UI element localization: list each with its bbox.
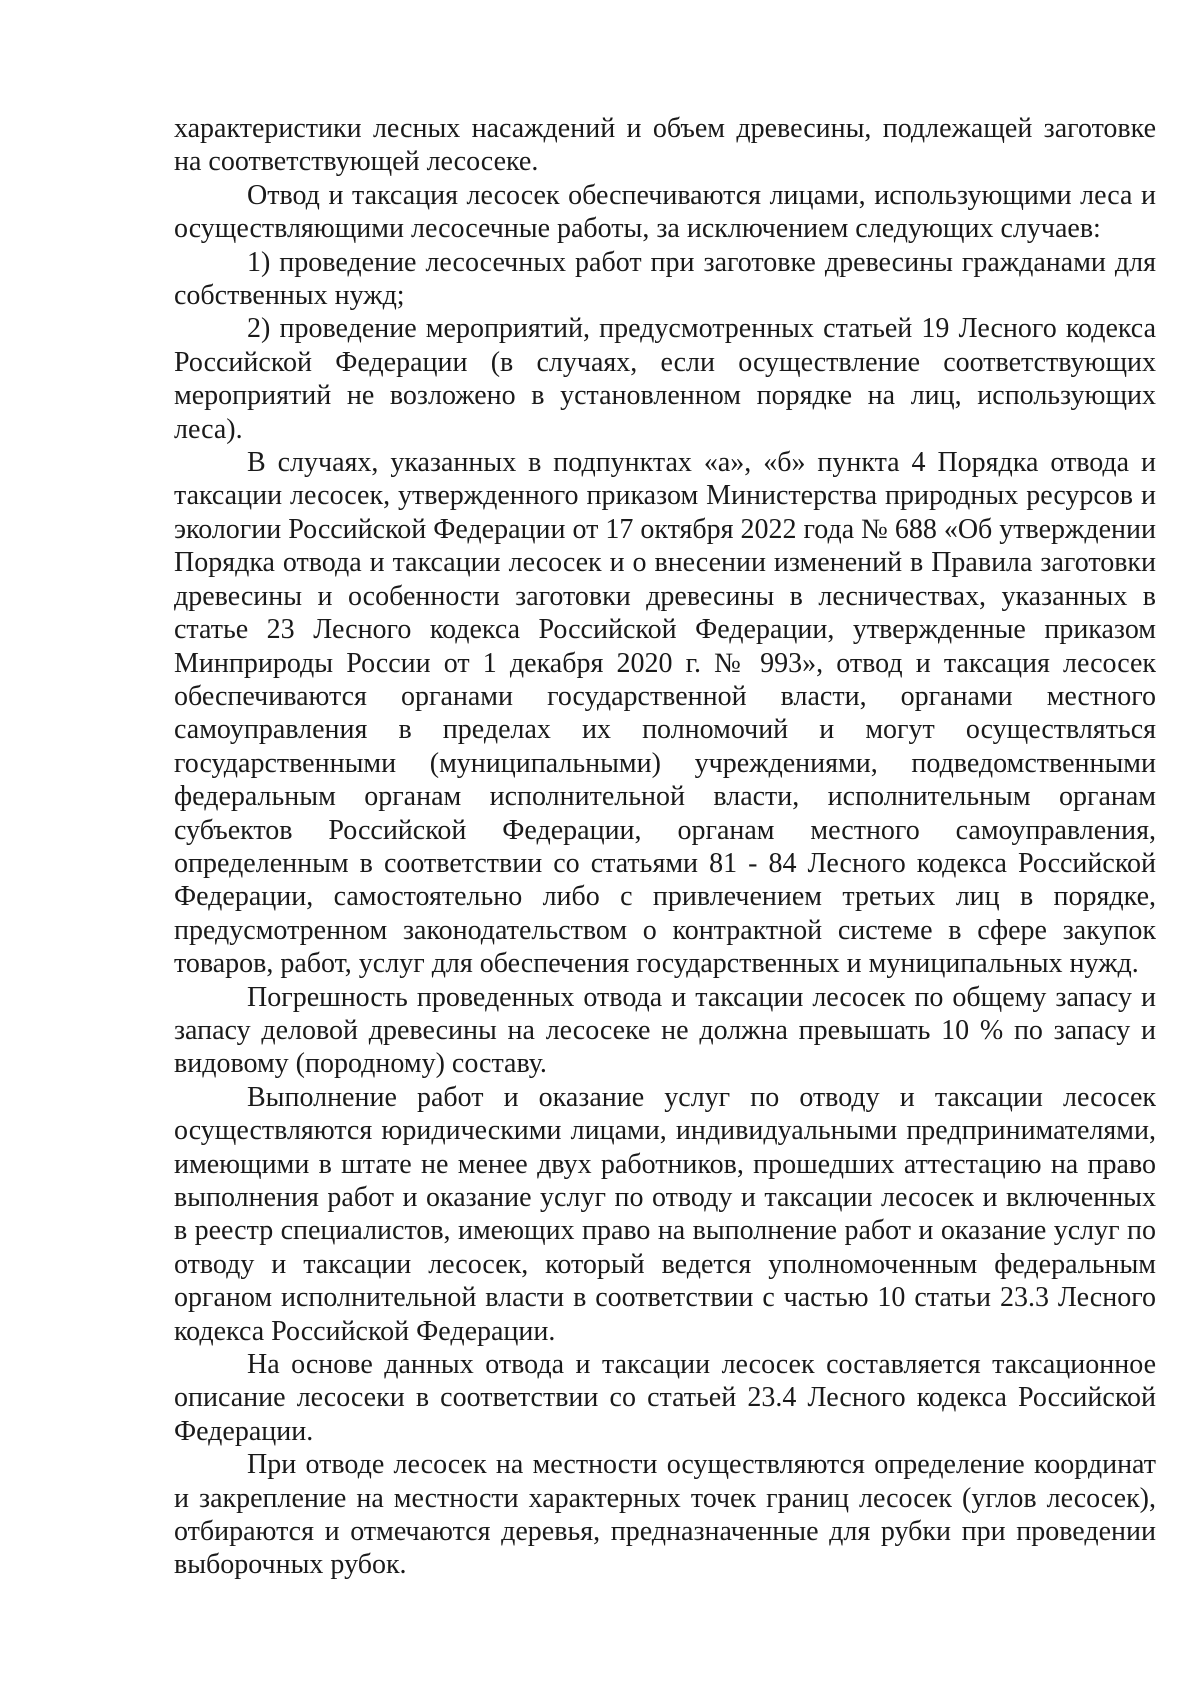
paragraph-state-authorities: В случаях, указанных в подпунктах «а», «б» пункта 4 Порядка отвода и таксации лесосек, утвержденного приказом Министерства природных ресурсов и экологии Российской Федерации от 17 октября 2022 года № 688 «Об утверждении Порядка отвода и таксации лесосек и о внесении изменений в Правила заготовки древесины и особенности заготовки древесины в лесничествах, указанных в статье 23 Лесного кодекса Российской Федерации, утвержденные приказом Минприроды России от 1 декабря 2020 г. № 993», отвод и таксация лесосек обеспечиваются органами государственной власти, органами местного самоуправления в пределах их полномочий и могут осуществляться государственными (муниципальными) учреждениями, подведомственными федеральным органам исполнительной власти, исполнительным органам субъектов Российской Федерации, органам местного самоуправления, определенным в соответствии со статьями 81 - 84 Лесного кодекса Российской Федерации, самостоятельно либо с привлечением третьих лиц в порядке, предусмотренном законодательством о контрактной системе в сфере закупок товаров, работ, услуг для обеспечения государственных и муниципальных нужд. [174,447,1156,980]
paragraph-field-marking: При отводе лесосек на местности осуществляются определение координат и закрепление на местности характерных точек границ лесосек (углов лесосек), отбираются и отмечаются деревья, предназначенные для рубки при проведении выборочных рубок. [174,1449,1156,1581]
paragraph-error-margin: Погрешность проведенных отвода и таксации лесосек по общему запасу и запасу деловой древесины на лесосеке не должна превышать 10 % по запасу и видовому (породному) составу. [174,981,1156,1080]
paragraph-performers: Выполнение работ и оказание услуг по отводу и таксации лесосек осуществляются юридическими лицами, индивидуальными предпринимателями, имеющими в штате не менее двух работников, прошедших аттестацию на право выполнения работ и оказание услуг по отводу и таксации лесосек и включенных в реестр специалистов, имеющих право на выполнение работ и оказание услуг по отводу и таксации лесосек, который ведется уполномоченным федеральным органом исполнительной власти в соответствии с частью 10 статьи 23.3 Лесного кодекса Российской Федерации. [174,1081,1156,1347]
paragraph-taxation-description: На основе данных отвода и таксации лесосек составляется таксационное описание лесосеки в соответствии со статьей 23.4 Лесного кодекса Российской Федерации. [174,1349,1156,1447]
paragraph-continuation: характеристики лесных насаждений и объем древесины, подлежащей заготовке на соответствующей лесосеке. [174,113,1156,178]
paragraph-exception-2: 2) проведение мероприятий, предусмотренных статьей 19 Лесного кодекса Российской Федерации (в случаях, если осуществление соответствующих мероприятий не возложено в установленном порядке на лиц, использующих леса). [174,313,1156,445]
paragraph-exception-1: 1) проведение лесосечных работ при заготовке древесины гражданами для собственных нужд; [174,246,1156,312]
paragraph-allotment-responsibility: Отвод и таксация лесосек обеспечиваются лицами, использующими леса и осуществляющими лесосечные работы, за исключением следующих случаев: [174,179,1156,245]
document-page [174,112,1156,1582]
